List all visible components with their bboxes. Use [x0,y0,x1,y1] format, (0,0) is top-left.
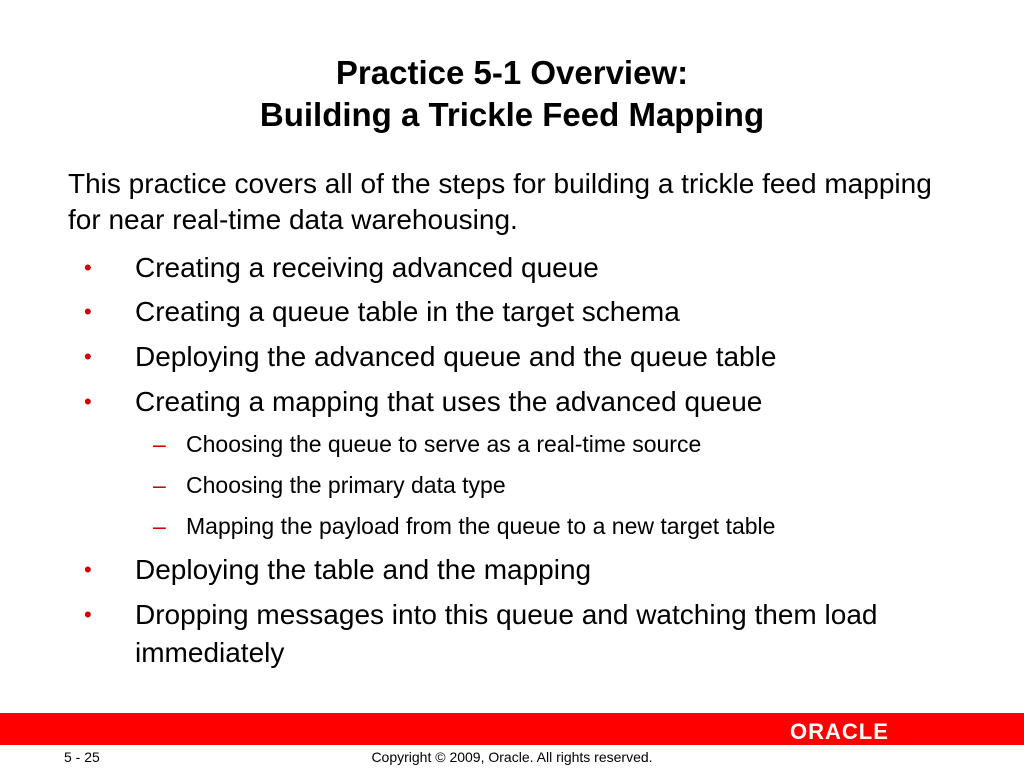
bullet-text: Creating a queue table in the target schema [135,296,680,327]
bullet-marker: • [84,602,92,627]
bullet-marker: • [84,557,92,582]
title-line-1: Practice 5-1 Overview: [335,54,689,91]
intro-text: This practice covers all of the steps for building a trickle feed mapping for near real-time data warehousing. [68,168,932,235]
bullet-text: Creating a mapping that uses the advanced queue [135,386,763,417]
dash-marker: – [153,513,166,539]
bullet-marker: • [84,389,92,414]
bullet-text: Deploying the advanced queue and the queue table [135,341,777,372]
bullet-text: Deploying the table and the mapping [135,554,592,585]
sub-bullet-text: Choosing the primary data type [186,472,506,498]
dash-marker: – [153,472,166,498]
copyright-text: Copyright © 2009, Oracle. All rights reserved. [371,749,653,765]
bullet-text: Dropping messages into this queue and watching them load immediately [135,599,878,668]
sub-bullet-text: Choosing the queue to serve as a real-time source [186,431,702,457]
sub-bullet-text: Mapping the payload from the queue to a new target table [186,513,776,539]
slide-title [0,52,1024,136]
page-number: 5 - 25 [64,749,100,765]
bullet-marker: • [84,344,92,369]
bullet-marker: • [84,255,92,280]
dash-marker: – [153,431,166,457]
oracle-logo: ORACLE [790,719,889,744]
bullet-marker: • [84,299,92,324]
bullet-text: Creating a receiving advanced queue [135,252,599,283]
title-line-2: Building a Trickle Feed Mapping [259,96,765,133]
